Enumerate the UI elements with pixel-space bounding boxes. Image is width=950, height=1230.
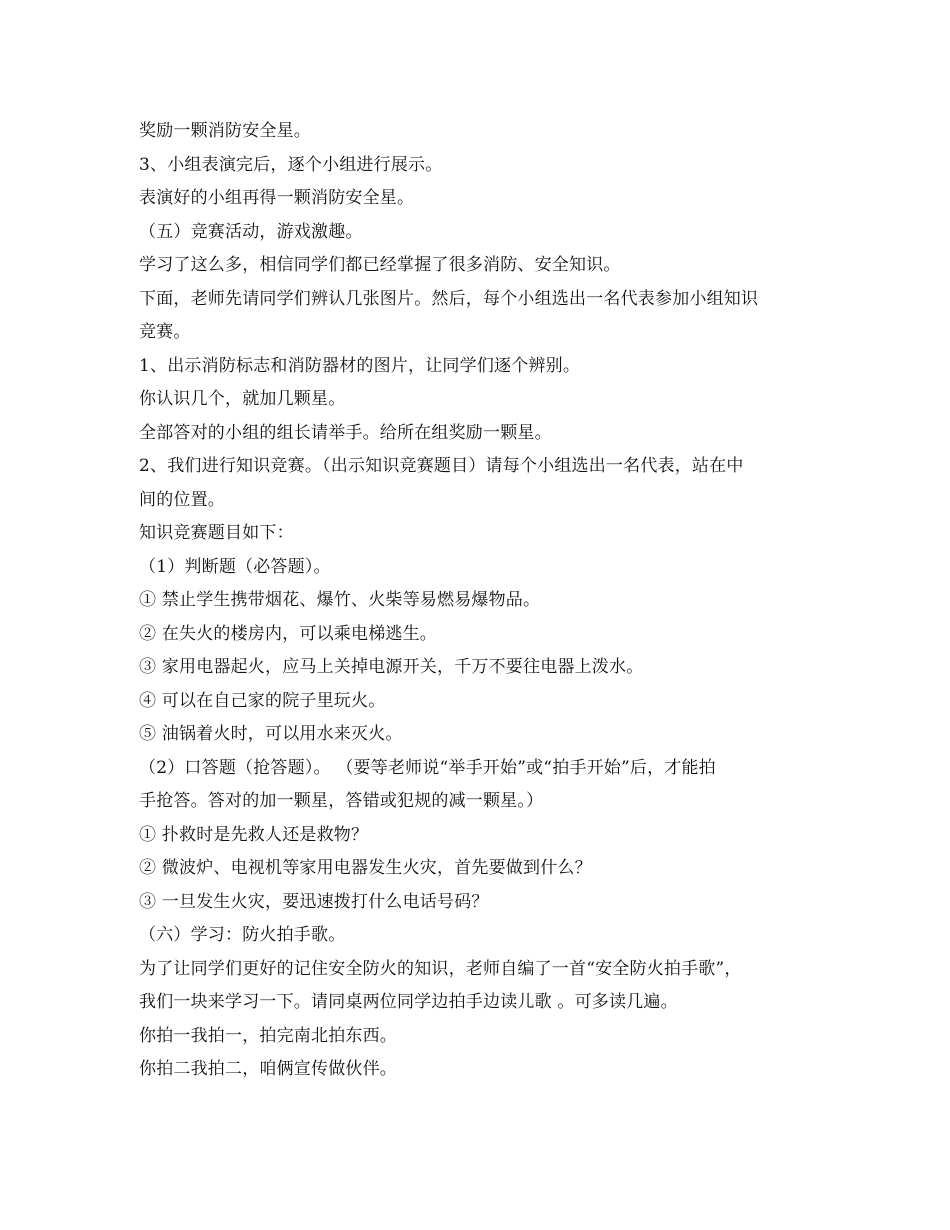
text-line: 我们一块来学习一下。请同桌两位同学边拍手边读儿歌 。可多读几遍。 (139, 992, 678, 1012)
text-line: 你拍一我拍一，拍完南北拍东西。 (139, 1025, 397, 1046)
text-line: 奖励一颗消防安全星。 (139, 121, 311, 141)
text-line: 1、出示消防标志和消防器材的图片，让同学们逐个辨别。 (139, 355, 581, 376)
text-line: 下面，老师先请同学们辨认几张图片。然后，每个小组选出一名代表参加小组知识 (139, 288, 759, 309)
section-heading: （五）竞赛活动，游戏激趣。 (139, 221, 363, 242)
text-line: 知识竞赛题目如下： (139, 523, 294, 543)
text-line: 你拍二我拍二，咱俩宣传做伙伴。 (139, 1059, 397, 1079)
subsection-heading: （2）口答题（抢答题）。 （要等老师说“举手开始”或“拍手开始”后，才能拍 (139, 757, 716, 778)
text-line: 3、小组表演完后，逐个小组进行展示。 (139, 154, 443, 175)
text-line: 全部答对的小组的组长请举手。给所在组奖励一颗星。 (139, 422, 552, 443)
list-item: ④ 可以在自己家的院子里玩火。 (139, 690, 386, 711)
section-heading: （六）学习：防火拍手歌。 (139, 925, 346, 945)
text-line: 学习了这么多，相信同学们都已经掌握了很多消防、安全知识。 (139, 255, 621, 275)
list-item: ① 禁止学生携带烟花、爆竹、火柴等易燃易爆物品。 (139, 590, 541, 610)
text-line: 间的位置。 (139, 489, 225, 510)
text-line: 你认识几个，就加几颗星。 (139, 389, 346, 409)
text-line: 手抢答。答对的加一颗星，答错或犯规的减一颗星。） (139, 791, 544, 811)
text-line: 表演好的小组再得一颗消防安全星。 (139, 188, 415, 208)
list-item: ① 扑救时是先救人还是救物？ (139, 824, 369, 845)
text-line: 为了让同学们更好的记住安全防火的知识，老师自编了一首“安全防火拍手歌”， (139, 958, 742, 979)
document-body (139, 115, 814, 1087)
list-item: ② 在失火的楼房内，可以乘电梯逃生。 (139, 623, 438, 644)
list-item: ② 微波炉、电视机等家用电器发生火灾，首先要做到什么？ (139, 858, 592, 878)
text-line: 2、我们进行知识竞赛。（出示知识竞赛题目）请每个小组选出一名代表，站在中 (139, 456, 744, 476)
list-item: ③ 一旦发生火灾，要迅速拨打什么电话号码？ (139, 891, 489, 912)
list-item: ③ 家用电器起火，应马上关掉电源开关，千万不要往电器上泼水。 (139, 657, 644, 677)
text-line: 竞赛。 (139, 322, 191, 342)
subsection-heading: （1）判断题（必答题）。 (139, 556, 331, 577)
list-item: ⑤ 油锅着火时，可以用水来灭火。 (139, 724, 403, 744)
